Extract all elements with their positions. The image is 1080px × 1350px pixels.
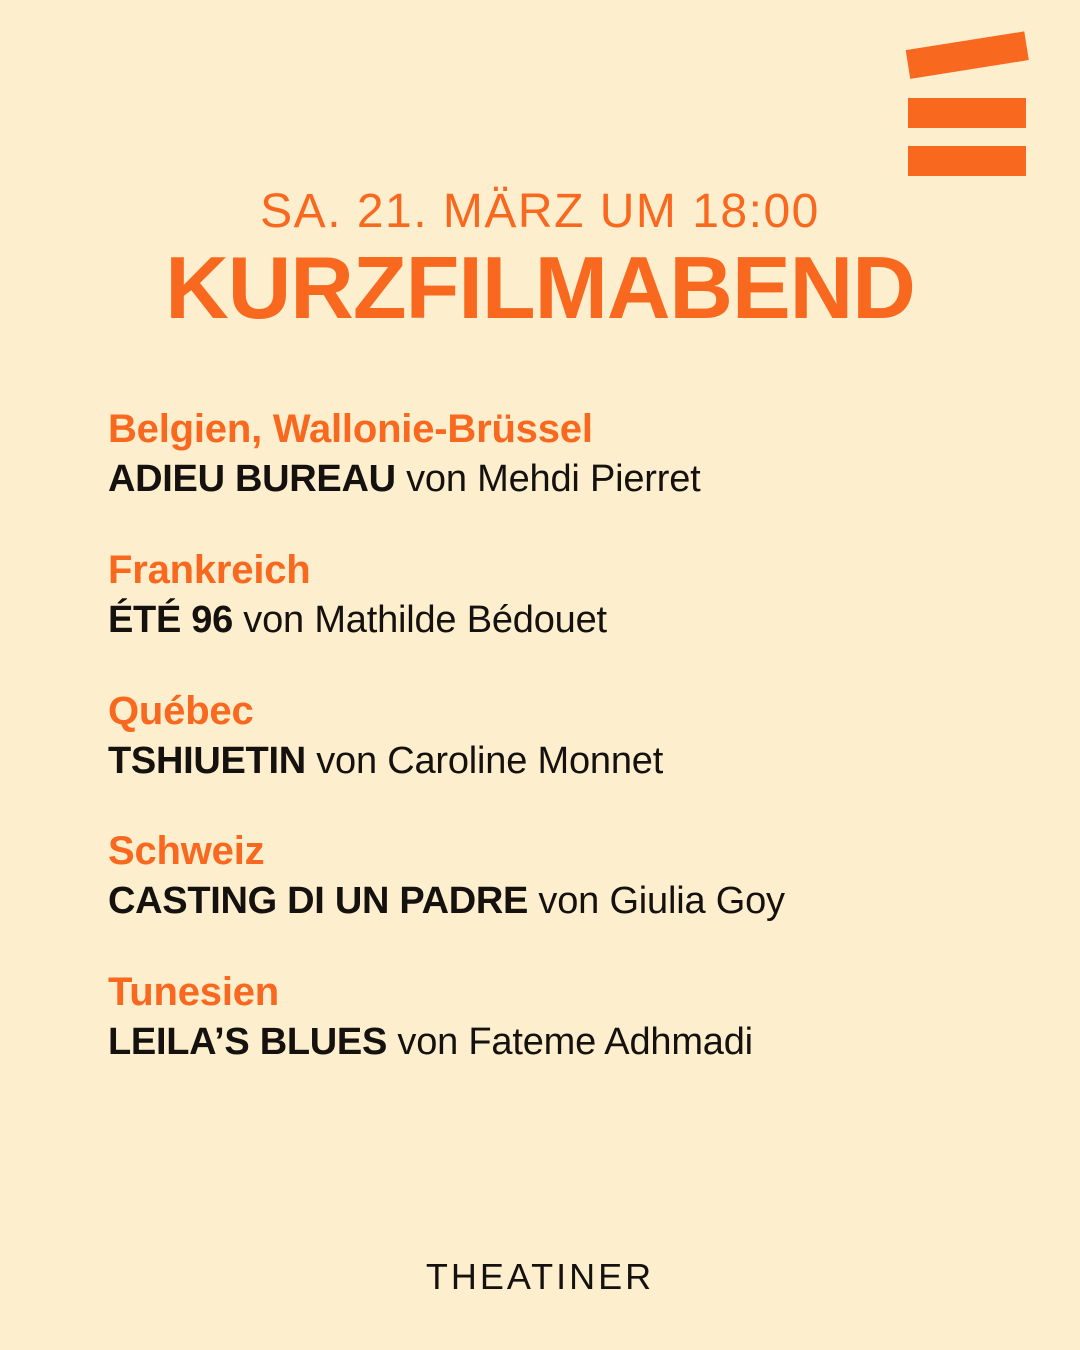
page-title: KURZFILMABEND	[165, 238, 915, 337]
film-entry	[108, 598, 1020, 644]
film-title: LEILA’S BLUES	[108, 1020, 388, 1063]
brand-name: THEATINER	[425, 1256, 655, 1297]
list-item	[108, 406, 1020, 503]
film-credit: von Mehdi Pierret	[406, 458, 701, 501]
logo-bar-bottom	[908, 146, 1026, 176]
film-credit: von Caroline Monnet	[316, 739, 664, 782]
film-credit: von Fateme Adhmadi	[397, 1020, 753, 1063]
list-item	[108, 828, 1020, 925]
event-date: SA. 21. MÄRZ UM 18:00	[260, 185, 820, 238]
film-country: Québec	[108, 688, 254, 733]
film-credit: von Giulia Goy	[538, 880, 785, 923]
film-country: Tunesien	[108, 969, 280, 1014]
film-entry	[108, 457, 1020, 503]
list-item	[108, 688, 1020, 785]
film-credit: von Mathilde Bédouet	[243, 598, 607, 641]
film-title: ÉTÉ 96	[108, 598, 233, 641]
logo-bar-middle	[908, 98, 1026, 128]
film-country: Schweiz	[108, 829, 265, 874]
list-item	[108, 969, 1020, 1066]
film-country: Belgien, Wallonie-Brüssel	[108, 407, 593, 452]
film-country: Frankreich	[108, 547, 311, 592]
theatiner-bars-logo-icon	[908, 42, 1028, 182]
film-title: CASTING DI UN PADRE	[108, 880, 529, 923]
film-entry	[108, 879, 1020, 925]
film-title: TSHIUETIN	[108, 739, 306, 782]
list-item	[108, 547, 1020, 644]
film-entry	[108, 1020, 1020, 1066]
poster-footer	[0, 1256, 1080, 1298]
film-list	[0, 406, 1080, 1065]
film-title: ADIEU BUREAU	[108, 458, 396, 501]
film-entry	[108, 739, 1020, 785]
